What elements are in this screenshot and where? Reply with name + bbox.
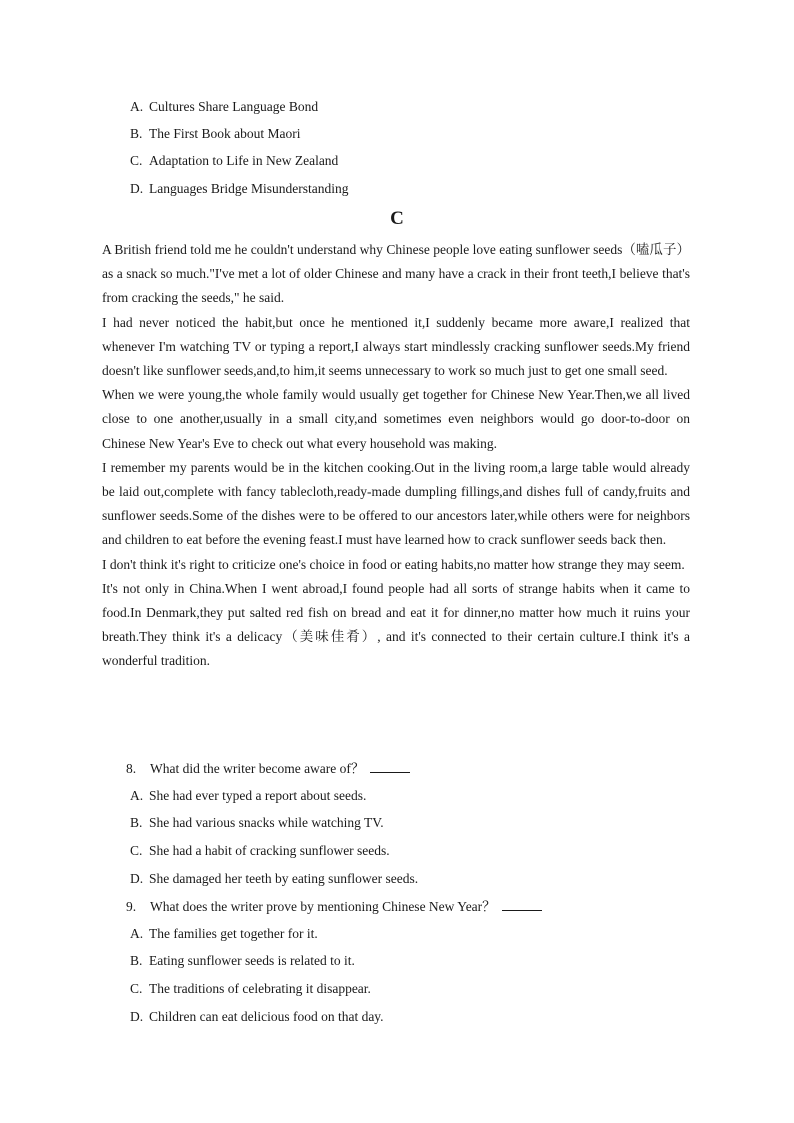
- option-text: She damaged her teeth by eating sunflower seeds.: [149, 871, 419, 886]
- question-text: What does the writer prove by mentioning Chinese New Year？: [150, 899, 496, 914]
- reading-passage: [102, 238, 690, 674]
- q9-option-d: [130, 1008, 384, 1026]
- question-9: [126, 897, 542, 916]
- q8-option-b: [130, 814, 384, 832]
- option-letter: A.: [130, 926, 144, 941]
- option-text: The families get together for it.: [149, 926, 318, 941]
- passage-paragraph: A British friend told me he couldn't understand why Chinese people love eating sunflower seeds（嗑瓜子） as a snack so much."I've met a lot of older Chinese and many have a crack in their front teeth,I believe that's from cracking the seeds," he said.: [102, 242, 690, 306]
- passage-paragraph: When we were young,the whole family would usually get together for Chinese New Year.Then,we all lived close to one another,usually in a small city,and sometimes even neighbors would go door-to-door on Chinese New Year's Eve to check out what every household was making.: [102, 387, 690, 451]
- prev-option-c: [130, 152, 338, 170]
- option-letter: B.: [130, 126, 143, 141]
- prev-option-a: [130, 98, 318, 116]
- option-text: Cultures Share Language Bond: [149, 99, 319, 114]
- option-text: She had ever typed a report about seeds.: [149, 788, 367, 803]
- prev-option-b: [130, 125, 301, 143]
- answer-blank[interactable]: [370, 759, 410, 773]
- option-text: Eating sunflower seeds is related to it.: [149, 953, 355, 968]
- option-letter: C.: [130, 153, 143, 168]
- q9-option-c: [130, 980, 371, 998]
- option-letter: B.: [130, 953, 143, 968]
- question-text: What did the writer become aware of？: [150, 761, 365, 776]
- question-number: 8.: [126, 761, 137, 776]
- q9-option-b: [130, 952, 355, 970]
- section-heading: C: [390, 208, 404, 229]
- passage-paragraph: It's not only in China.When I went abroad,I found people had all sorts of strange habits when it came to food.In Denmark,they put salted red fish on bread and eat it for dinner,no matter how much it ruins your breath.They think it's a delicacy（美味佳肴）, and it's connected to their certain culture.I think it's a wonderful tradition.: [102, 580, 690, 669]
- passage-paragraph: I had never noticed the habit,but once he mentioned it,I suddenly became more aware,I realized that whenever I'm watching TV or typing a report,I always start mindlessly cracking sunflower seeds.My friend doesn't like sunflower seeds,and,to him,it seems unnecessary to work so much just to get one small seed.: [102, 314, 690, 379]
- option-letter: A.: [130, 99, 144, 114]
- option-letter: C.: [130, 981, 143, 996]
- question-number: 9.: [126, 899, 137, 914]
- option-letter: D.: [130, 871, 144, 886]
- option-text: Languages Bridge Misunderstanding: [149, 181, 349, 196]
- option-letter: D.: [130, 181, 144, 196]
- option-text: The traditions of celebrating it disappear.: [149, 981, 371, 996]
- q8-option-a: [130, 787, 366, 805]
- option-letter: C.: [130, 843, 143, 858]
- option-letter: B.: [130, 815, 143, 830]
- q8-option-c: [130, 842, 390, 860]
- option-text: Children can eat delicious food on that day.: [149, 1009, 384, 1024]
- answer-blank[interactable]: [502, 897, 542, 911]
- q8-option-d: [130, 870, 418, 888]
- option-text: She had various snacks while watching TV.: [149, 815, 384, 830]
- option-letter: D.: [130, 1009, 144, 1024]
- passage-paragraph: I don't think it's right to criticize one's choice in food or eating habits,no matter how strange they may seem.: [102, 556, 685, 572]
- option-text: She had a habit of cracking sunflower seeds.: [149, 843, 390, 858]
- prev-option-d: [130, 180, 348, 198]
- q9-option-a: [130, 925, 318, 943]
- option-letter: A.: [130, 788, 144, 803]
- option-text: Adaptation to Life in New Zealand: [149, 153, 339, 168]
- question-8: [126, 759, 410, 778]
- option-text: The First Book about Maori: [149, 126, 301, 141]
- passage-paragraph: I remember my parents would be in the kitchen cooking.Out in the living room,a large table would already be laid out,complete with fancy tablecloth,ready-made dumpling fillings,and dishes full of candy,fruits and sunflower seeds.Some of the dishes were to be offered to our ancestors later,while others were for neighbors and children to eat before the evening feast.I must have learned how to crack sunflower seeds back then.: [102, 459, 690, 548]
